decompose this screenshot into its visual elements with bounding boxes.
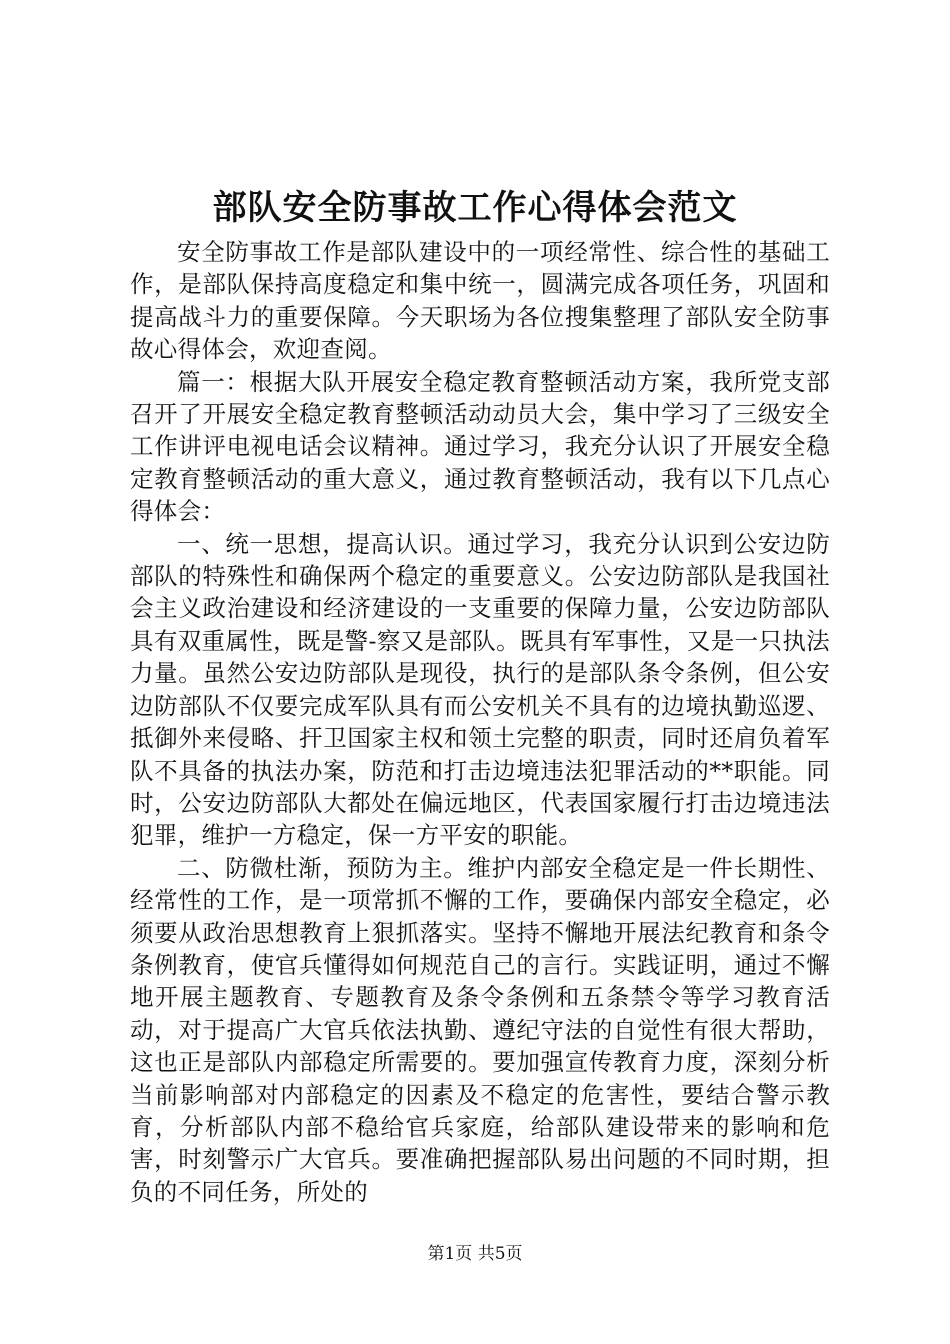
document-body <box>130 236 830 1208</box>
paragraph-section-two: 二、防微杜渐，预防为主。维护内部安全稳定是一件长期性、经常性的工作，是一项常抓不懈的工作，要确保内部安全稳定，必须要从政治思想教育上狠抓落实。坚持不懈地开展法纪教育和条令条例教育，使官兵懂得如何规范自己的言行。实践证明，通过不懈地开展主题教育、专题教育及条令条例和五条禁令等学习教育活动，对于提高广大官兵依法执勤、遵纪守法的自觉性有很大帮助，这也正是部队内部稳定所需要的。要加强宣传教育力度，深刻分析当前影响部对内部稳定的因素及不稳定的危害性，要结合警示教育，分析部队内部不稳给官兵家庭，给部队建设带来的影响和危害，时刻警示广大官兵。要准确把握部队易出问题的不同时期，担负的不同任务，所处的 <box>130 853 830 1206</box>
page-number-footer: 第1页 共5页 <box>427 1244 523 1264</box>
paragraph-section-one: 一、统一思想，提高认识。通过学习，我充分认识到公安边防部队的特殊性和确保两个稳定的重要意义。公安边防部队是我国社会主义政治建设和经济建设的一支重要的保障力量，公安边防部队具有双重属性，既是警-察又是部队。既具有军事性，又是一只执法力量。虽然公安边防部队是现役，执行的是部队条令条例，但公安边防部队不仅要完成军队具有而公安机关不具有的边境执勤巡逻、抵御外来侵略、扞卫国家主权和领土完整的职责，同时还肩负着军队不具备的执法办案，防范和打击边境违法犯罪活动的**职能。同时，公安边防部队大都处在偏远地区，代表国家履行打击边境违法犯罪，维护一方稳定，保一方平安的职能。 <box>130 529 830 850</box>
paragraph-intro: 安全防事故工作是部队建设中的一项经常性、综合性的基础工作，是部队保持高度稳定和集中统一，圆满完成各项任务，巩固和提高战斗力的重要保障。今天职场为各位搜集整理了部队安全防事故心得体会，欢迎查阅。 <box>130 238 830 364</box>
document-title: 部队安全防事故工作心得体会范文 <box>212 188 738 228</box>
paragraph-part-one: 篇一：根据大队开展安全稳定教育整顿活动方案，我所党支部召开了开展安全稳定教育整顿活动动员大会，集中学习了三级安全工作讲评电视电话会议精神。通过学习，我充分认识了开展安全稳定教育整顿活动的重大意义，通过教育整顿活动，我有以下几点心得体会： <box>130 367 830 526</box>
